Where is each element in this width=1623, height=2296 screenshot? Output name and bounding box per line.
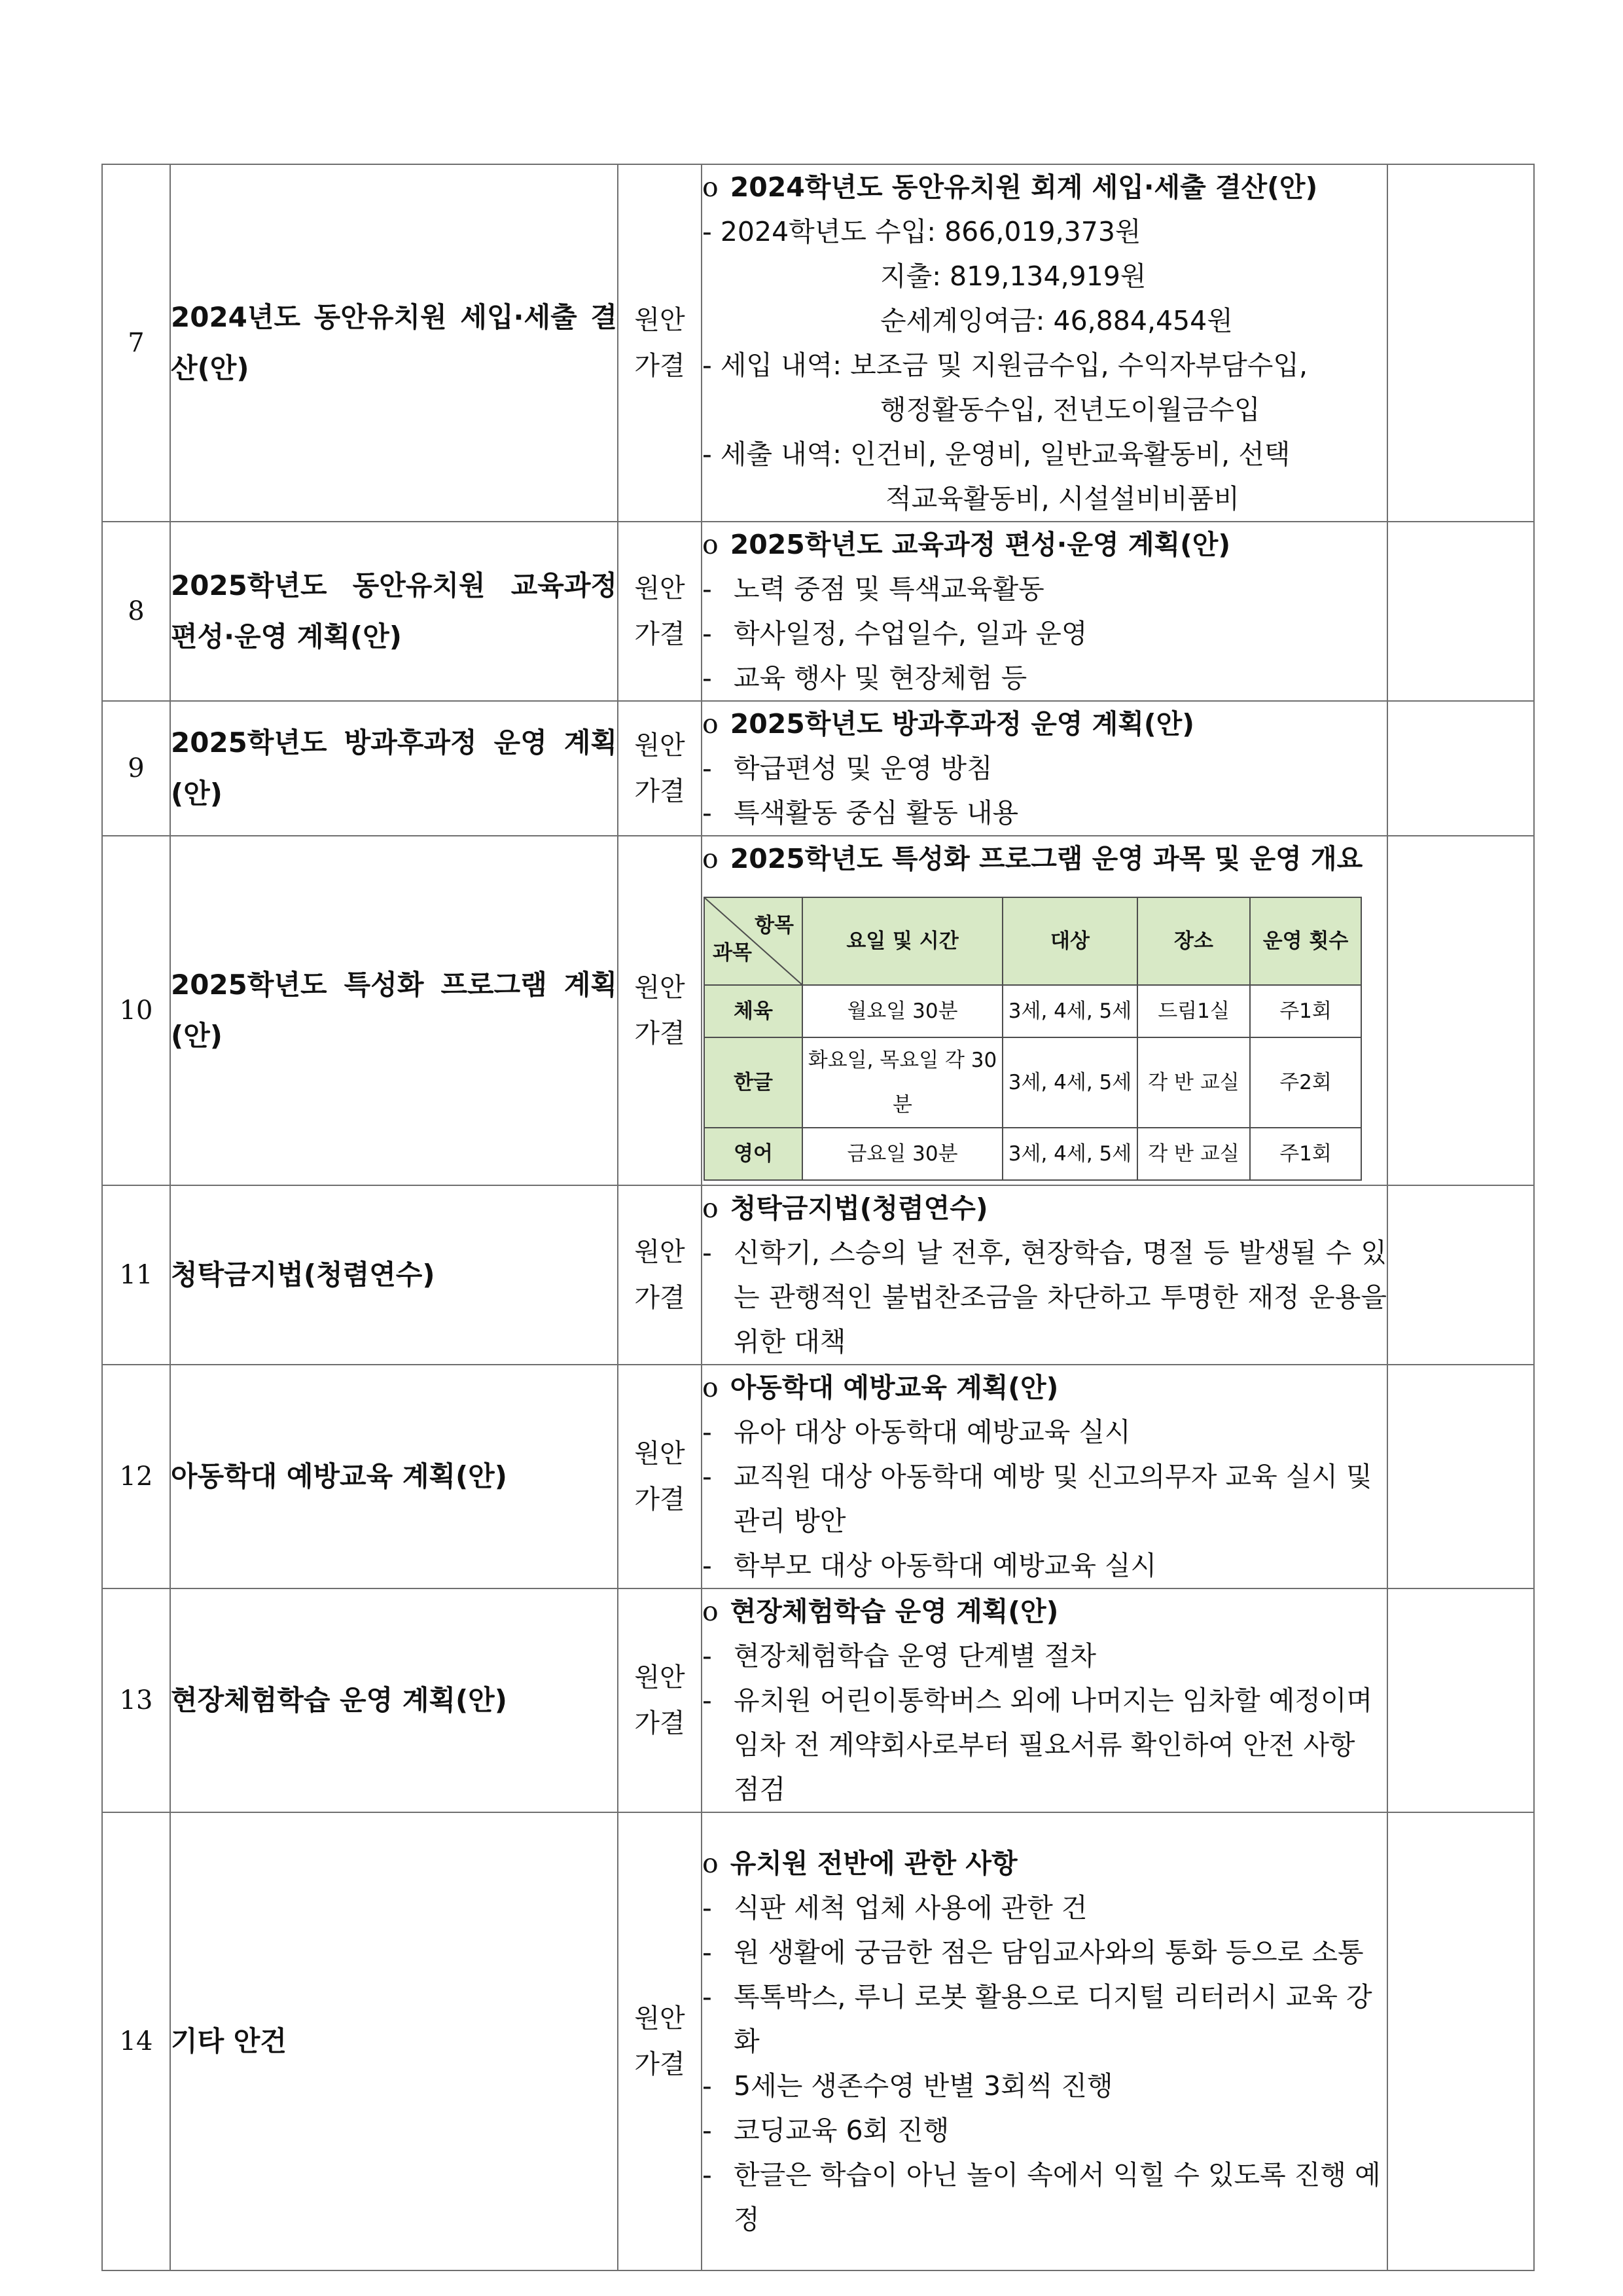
table-row [704,1037,1361,1128]
content-heading: o 청탁금지법(청렴연수) [702,1193,988,1224]
row-number: 12 [102,1365,170,1588]
row-number: 9 [102,701,170,836]
content-item: - 학부모 대상 아동학대 예방교육 실시 [702,1550,1157,1581]
content-item: - 유치원 어린이통학버스 외에 나머지는 임차할 예정이며 임차 전 계약회사로부터 필요서류 확인하여 안전 사항 점검 [702,1685,1373,1805]
place-cell: 드림1실 [1137,985,1250,1037]
note-cell [1387,164,1534,522]
content-heading: o 2024학년도 동안유치원 회계 세입·세출 결산(안) [702,171,1318,203]
table-corner [704,897,802,985]
agenda-row-11 [102,1185,1534,1365]
column-header: 대상 [1003,897,1137,985]
content-item: - 유아 대상 아동학대 예방교육 실시 [702,1416,1131,1448]
content-line: - 세출 내역: 인건비, 운영비, 일반교육활동비, 선택 [702,439,1291,470]
agenda-title: 2025학년도 동안유치원 교육과정 편성·운영 계획(안) [170,522,618,701]
content-line: - 세입 내역: 보조금 및 지원금수입, 수익자부담수입, [702,350,1308,381]
column-header: 요일 및 시간 [802,897,1003,985]
time-cell: 화요일, 목요일 각 30분 [802,1037,1003,1128]
content-heading: o 현장체험학습 운영 계획(안) [702,1596,1059,1627]
content-item: - 학급편성 및 운영 방침 [702,753,993,784]
agenda-title: 아동학대 예방교육 계획(안) [170,1365,618,1588]
content-line: 적교육활동비, 시설설비비품비 [885,483,1240,514]
table-row [704,985,1361,1037]
note-cell [1387,1588,1534,1812]
corner-label-item: 항목 [755,914,794,937]
count-cell: 주1회 [1250,985,1361,1037]
agenda-content [702,1365,1387,1588]
target-cell: 3세, 4세, 5세 [1003,985,1137,1037]
agenda-title: 2025학년도 방과후과정 운영 계획(안) [170,701,618,836]
content-item: - 현장체험학습 운영 단계별 절차 [702,1640,1096,1672]
content-item: - 신학기, 스승의 날 전후, 현장학습, 명절 등 발생될 수 있는 관행적인 불법찬조금을 차단하고 투명한 재정 운용을 위한 대책 [702,1237,1387,1357]
content-heading: o 2025학년도 특성화 프로그램 운영 과목 및 운영 개요 [702,843,1363,874]
content-item: - 교육 행사 및 현장체험 등 [702,662,1027,694]
content-line: 순세계잉여금: 46,884,454원 [880,305,1233,336]
subject-cell: 체육 [704,985,802,1037]
count-cell: 주2회 [1250,1037,1361,1128]
content-line: 행정활동수입, 전년도이월금수입 [880,394,1260,425]
place-cell: 각 반 교실 [1137,1128,1250,1180]
agenda-content [702,522,1387,701]
agenda-row-14 [102,1812,1534,2270]
count-cell: 주1회 [1250,1128,1361,1180]
content-line: 지출: 819,134,919원 [880,260,1147,292]
agenda-result: 원안 가결 [618,1812,702,2270]
row-number: 10 [102,836,170,1185]
subject-cell: 영어 [704,1128,802,1180]
time-cell: 금요일 30분 [802,1128,1003,1180]
content-heading: o 아동학대 예방교육 계획(안) [702,1372,1059,1403]
note-cell [1387,701,1534,836]
agenda-content [702,164,1387,522]
note-cell [1387,836,1534,1185]
agenda-content [702,701,1387,836]
content-heading: o 유치원 전반에 관한 사항 [702,1848,1018,1879]
agenda-title: 현장체험학습 운영 계획(안) [170,1588,618,1812]
subject-cell: 한글 [704,1037,802,1128]
row-number: 11 [102,1185,170,1365]
target-cell: 3세, 4세, 5세 [1003,1128,1137,1180]
agenda-row-13 [102,1588,1534,1812]
program-table [704,897,1362,1181]
agenda-title: 2024년도 동안유치원 세입·세출 결산(안) [170,164,618,522]
agenda-result: 원안 가결 [618,1588,702,1812]
agenda-result: 원안 가결 [618,701,702,836]
content-heading: o 2025학년도 교육과정 편성·운영 계획(안) [702,529,1231,560]
content-item: - 노력 중점 및 특색교육활동 [702,573,1044,605]
agenda-row-12 [102,1365,1534,1588]
agenda-row-9 [102,701,1534,836]
content-heading: o 2025학년도 방과후과정 운영 계획(안) [702,708,1194,740]
table-row [704,1128,1361,1180]
target-cell: 3세, 4세, 5세 [1003,1037,1137,1128]
note-cell [1387,1365,1534,1588]
content-item: - 식판 세척 업체 사용에 관한 건 [702,1892,1088,1924]
content-item: - 코딩교육 6회 진행 [702,2115,950,2146]
note-cell [1387,1812,1534,2270]
content-item: - 한글은 학습이 아닌 놀이 속에서 익힐 수 있도록 진행 예정 [702,2159,1381,2235]
agenda-row-10 [102,836,1534,1185]
agenda-content [702,1185,1387,1365]
agenda-title: 청탁금지법(청렴연수) [170,1185,618,1365]
agenda-title: 2025학년도 특성화 프로그램 계획(안) [170,836,618,1185]
agenda-result: 원안 가결 [618,836,702,1185]
row-number: 7 [102,164,170,522]
agenda-content [702,836,1387,1185]
agenda-row-7 [102,164,1534,522]
content-item: - 원 생활에 궁금한 점은 담임교사와의 통화 등으로 소통 [702,1937,1364,1968]
agenda-content [702,1588,1387,1812]
column-header: 운영 횟수 [1250,897,1361,985]
column-header: 장소 [1137,897,1250,985]
agenda-table [101,164,1535,2271]
row-number: 13 [102,1588,170,1812]
place-cell: 각 반 교실 [1137,1037,1250,1128]
agenda-title: 기타 안건 [170,1812,618,2270]
note-cell [1387,1185,1534,1365]
agenda-result: 원안 가결 [618,1185,702,1365]
corner-label-subject: 과목 [713,941,752,965]
content-item: - 특색활동 중심 활동 내용 [702,797,1019,829]
time-cell: 월요일 30분 [802,985,1003,1037]
content-item: - 톡톡박스, 루니 로봇 활용으로 디지털 리터러시 교육 강화 [702,1981,1372,2057]
content-item: - 교직원 대상 아동학대 예방 및 신고의무자 교육 실시 및 관리 방안 [702,1461,1372,1537]
note-cell [1387,522,1534,701]
agenda-row-8 [102,522,1534,701]
row-number: 8 [102,522,170,701]
agenda-result: 원안 가결 [618,164,702,522]
content-item: - 5세는 생존수영 반별 3회씩 진행 [702,2070,1113,2102]
agenda-content [702,1812,1387,2270]
row-number: 14 [102,1812,170,2270]
agenda-result: 원안 가결 [618,1365,702,1588]
agenda-result: 원안 가결 [618,522,702,701]
content-item: - 학사일정, 수업일수, 일과 운영 [702,618,1088,649]
content-line: - 2024학년도 수입: 866,019,373원 [702,216,1141,247]
